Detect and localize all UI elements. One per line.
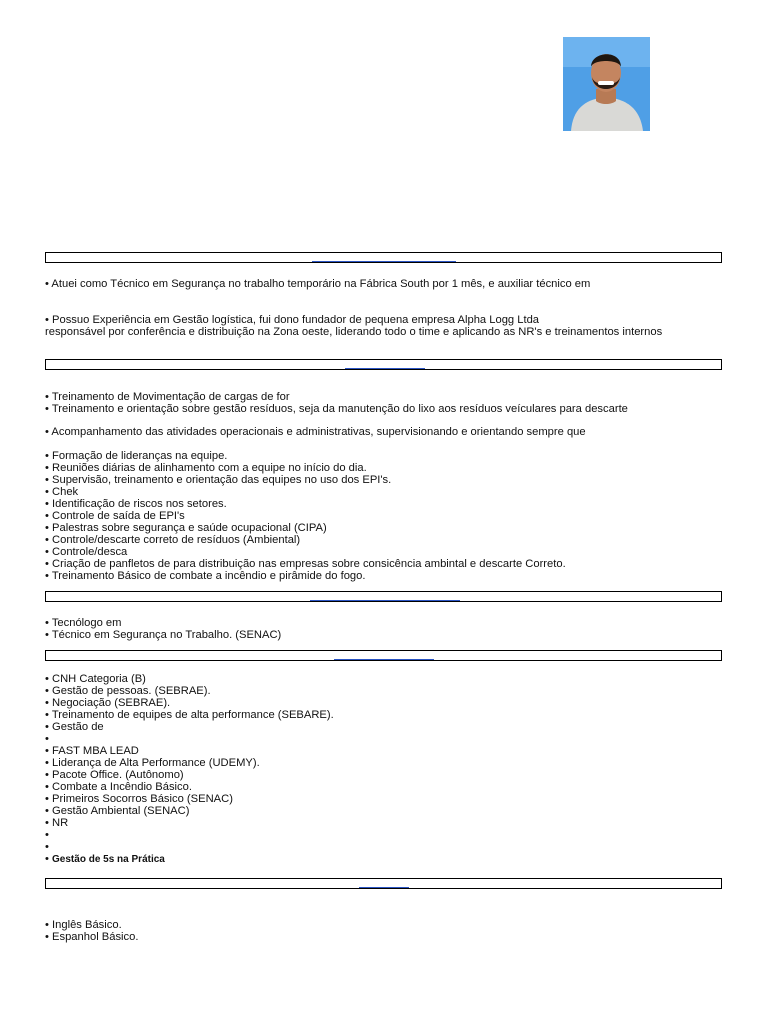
list-item: • Primeiros Socorros Básico (SENAC): [45, 793, 233, 805]
profile-photo: [563, 37, 650, 131]
activities-list-1: [45, 391, 628, 415]
list-item: • Palestras sobre segurança e saúde ocupacional (CIPA): [45, 522, 327, 534]
list-item: • Controle de saída de EPI's: [45, 510, 185, 522]
list-item: • Controle/desca: [45, 546, 128, 558]
list-item: • Treinamento de equipes de alta performance (SEBARE).: [45, 709, 334, 721]
section-bar-languages: [45, 878, 722, 889]
list-item: • Combate a Incêndio Básico.: [45, 781, 192, 793]
list-item: • Identificação de riscos nos setores.: [45, 498, 227, 510]
list-item: • Técnico em Segurança no Trabalho. (SENAC): [45, 629, 282, 641]
list-item: • Formação de lideranças na equipe.: [45, 450, 228, 462]
experience-line: responsável por conferência e distribuição na Zona oeste, liderando todo o time e aplicando as NR's e treinamentos internos: [45, 326, 663, 338]
list-item: • Controle/descarte correto de resíduos (Ambiental): [45, 534, 301, 546]
list-item: • Treinamento de Movimentação de cargas de for: [45, 391, 290, 403]
list-item: • Gestão de: [45, 721, 104, 733]
activities-list-2: [45, 426, 586, 438]
languages-list: [45, 919, 138, 943]
list-item: • CNH Categoria (B): [45, 673, 146, 685]
courses-list: [45, 673, 334, 865]
list-item: • Supervisão, treinamento e orientação das equipes no uso dos EPI's.: [45, 474, 392, 486]
list-item: • Treinamento e orientação sobre gestão resíduos, seja da manutenção do lixo aos resíduos veículares para descarte: [45, 403, 628, 415]
experience-line: • Atuei como Técnico em Segurança no trabalho temporário na Fábrica South por 1 mês, e auxiliar técnico em: [45, 278, 591, 290]
list-item: • Liderança de Alta Performance (UDEMY).: [45, 757, 260, 769]
education-list: [45, 617, 281, 641]
list-item: • Pacote Office. (Autônomo): [45, 769, 184, 781]
activities-list-3: [45, 450, 566, 582]
list-item: • Chek: [45, 486, 79, 498]
list-item: • Espanhol Básico.: [45, 931, 139, 943]
experience-line: • Possuo Experiência em Gestão logística, fui dono fundador de pequena empresa Alpha Logg Ltda: [45, 314, 540, 326]
list-item: •: [45, 841, 49, 853]
bullet: •: [45, 853, 53, 865]
list-item: • Tecnólogo em: [45, 617, 122, 629]
section-bar-experience: [45, 252, 722, 263]
list-item: •: [45, 829, 49, 841]
list-item: • Reuniões diárias de alinhamento com a equipe no início do dia.: [45, 462, 367, 474]
list-item: • Treinamento Básico de combate a incêndio e pirâmide do fogo.: [45, 570, 366, 582]
list-item: • FAST MBA LEAD: [45, 745, 139, 757]
list-item: • NR: [45, 817, 69, 829]
list-item: • Inglês Básico.: [45, 919, 122, 931]
list-item: • Criação de panfletos de para distribuição nas empresas sobre consicência ambintal e descarte Correto.: [45, 558, 566, 570]
section-bar-courses: [45, 650, 722, 661]
section-bar-activities: [45, 359, 722, 370]
list-item: • Gestão Ambiental (SENAC): [45, 805, 190, 817]
list-item: • Acompanhamento das atividades operacionais e administrativas, supervisionando e orientando sempre que: [45, 426, 586, 438]
list-item: •: [45, 733, 49, 745]
section-bar-education: [45, 591, 722, 602]
course-title: Gestão de 5s na Prática: [52, 854, 165, 865]
list-item: • Negociação (SEBRAE).: [45, 697, 171, 709]
list-item: [45, 853, 334, 865]
list-item: • Gestão de pessoas. (SEBRAE).: [45, 685, 211, 697]
